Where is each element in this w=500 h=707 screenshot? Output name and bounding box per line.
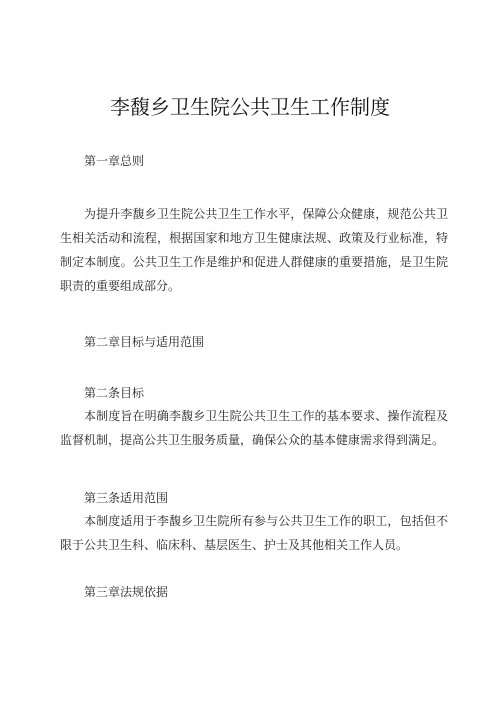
chapter-1-paragraph: 为提升李馥乡卫生院公共卫生工作水平，保障公众健康，规范公共卫生相关活动和流程，根据国家和地方卫生健康法规、政策及行业标准，特制定本制度。公共卫生工作是维护和促进人群健康的重要措施，是卫生院职责的重要组成部分。 — [60, 207, 448, 293]
article-2-paragraph: 本制度旨在明确李馥乡卫生院公共卫生工作的基本要求、操作流程及监督机制，提高公共卫生服务质量，确保公众的基本健康需求得到满足。 — [60, 409, 448, 447]
chapter-2-heading: 第二章目标与适用范围 — [84, 335, 205, 349]
article-3-heading: 第三条适用范围 — [84, 491, 169, 505]
chapter-3-heading: 第三章法规依据 — [84, 585, 169, 599]
document-title: 李馥乡卫生院公共卫生工作制度 — [110, 95, 390, 119]
chapter-1-heading: 第一章总则 — [84, 154, 145, 168]
article-3-paragraph: 本制度适用于李馥乡卫生院所有参与公共卫生工作的职工，包括但不限于公共卫生科、临床科、基层医生、护士及其他相关工作人员。 — [60, 514, 448, 552]
article-2-heading: 第二条目标 — [84, 386, 145, 400]
